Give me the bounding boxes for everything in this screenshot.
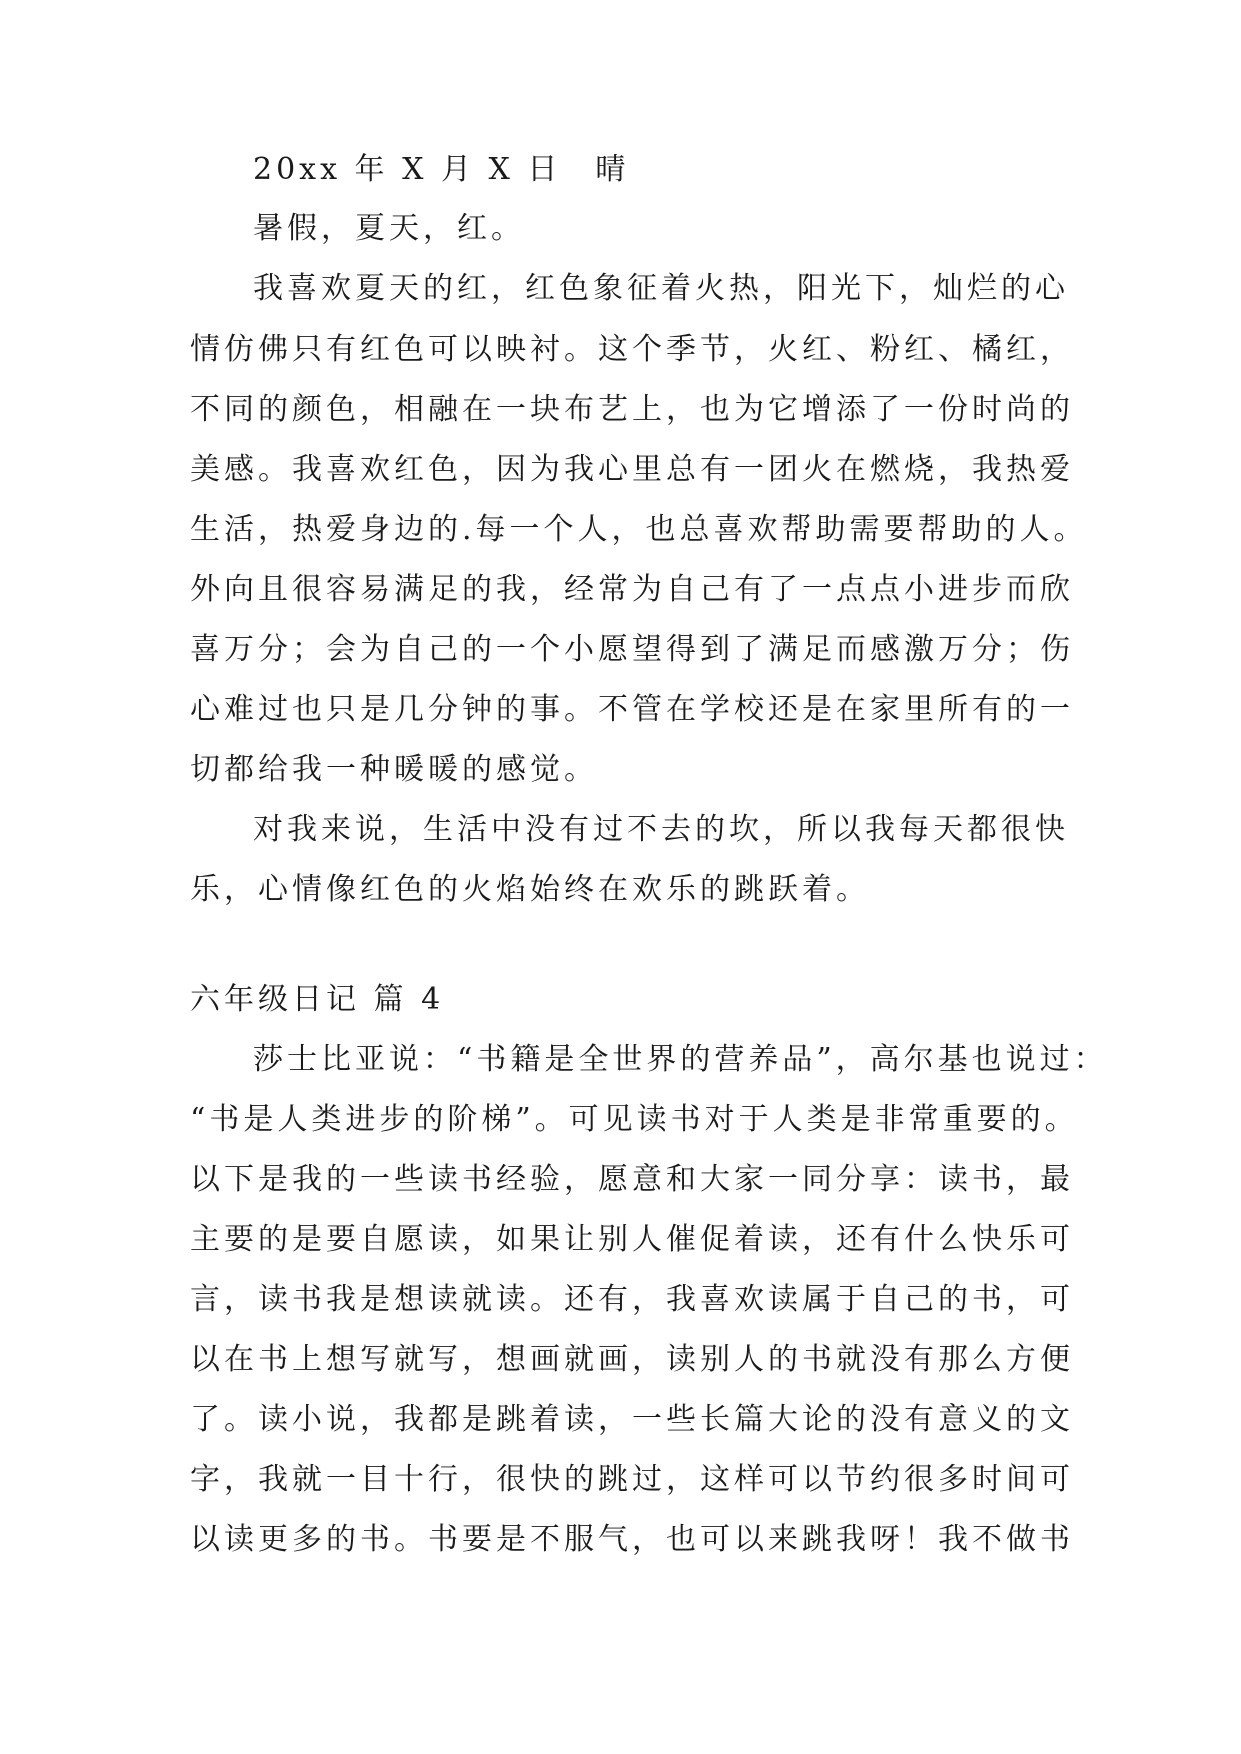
diary-p1-line-8: 心难过也只是几分钟的事。不管在学校还是在家里所有的一 — [190, 692, 1074, 727]
diary-p1-line-6: 外向且很容易满足的我，经常为自己有了一点点小进步而欣 — [190, 572, 1074, 607]
essay-line-4: 主要的是要自愿读，如果让别人催促着读，还有什么快乐可 — [190, 1222, 1074, 1257]
essay-line-6: 以在书上想写就写，想画就画，读别人的书就没有那么方便 — [190, 1342, 1074, 1377]
diary-p2-line-1: 对我来说，生活中没有过不去的坎，所以我每天都很快 — [253, 812, 1069, 847]
essay-line-7: 了。读小说，我都是跳着读，一些长篇大论的没有意义的文 — [190, 1402, 1074, 1437]
diary-p1-line-2: 情仿佛只有红色可以映衬。这个季节，火红、粉红、橘红， — [190, 332, 1074, 367]
essay-line-2: “书是人类进步的阶梯”。可见读书对于人类是非常重要的。 — [190, 1102, 1079, 1137]
diary-p1-line-3: 不同的颜色，相融在一块布艺上，也为它增添了一份时尚的 — [190, 392, 1074, 427]
essay-line-8: 字，我就一目十行，很快的跳过，这样可以节约很多时间可 — [190, 1462, 1074, 1497]
diary-p2-line-2: 乐，心情像红色的火焰始终在欢乐的跳跃着。 — [190, 872, 870, 907]
diary-p1-line-9: 切都给我一种暖暖的感觉。 — [190, 752, 598, 787]
diary-subtitle: 暑假，夏天，红。 — [253, 211, 525, 246]
diary-p1-line-1: 我喜欢夏天的红，红色象征着火热，阳光下，灿烂的心 — [253, 271, 1069, 306]
diary-p1-line-5: 生活，热爱身边的.每一个人，也总喜欢帮助需要帮助的人。 — [190, 512, 1088, 547]
date-line: 20xx 年 X 月 X 日 晴 — [253, 152, 630, 187]
diary-p1-line-4: 美感。我喜欢红色，因为我心里总有一团火在燃烧，我热爱 — [190, 452, 1074, 487]
essay-line-1: 莎士比亚说：“书籍是全世界的营养品”，高尔基也说过： — [253, 1042, 1108, 1077]
essay-line-9: 以读更多的书。书要是不服气，也可以来跳我呀！我不做书 — [190, 1522, 1074, 1557]
diary-p1-line-7: 喜万分；会为自己的一个小愿望得到了满足而感激万分；伤 — [190, 632, 1074, 667]
section-heading: 六年级日记 篇 4 — [190, 982, 445, 1017]
essay-line-3: 以下是我的一些读书经验，愿意和大家一同分享：读书，最 — [190, 1162, 1074, 1197]
essay-line-5: 言，读书我是想读就读。还有，我喜欢读属于自己的书，可 — [190, 1282, 1074, 1317]
